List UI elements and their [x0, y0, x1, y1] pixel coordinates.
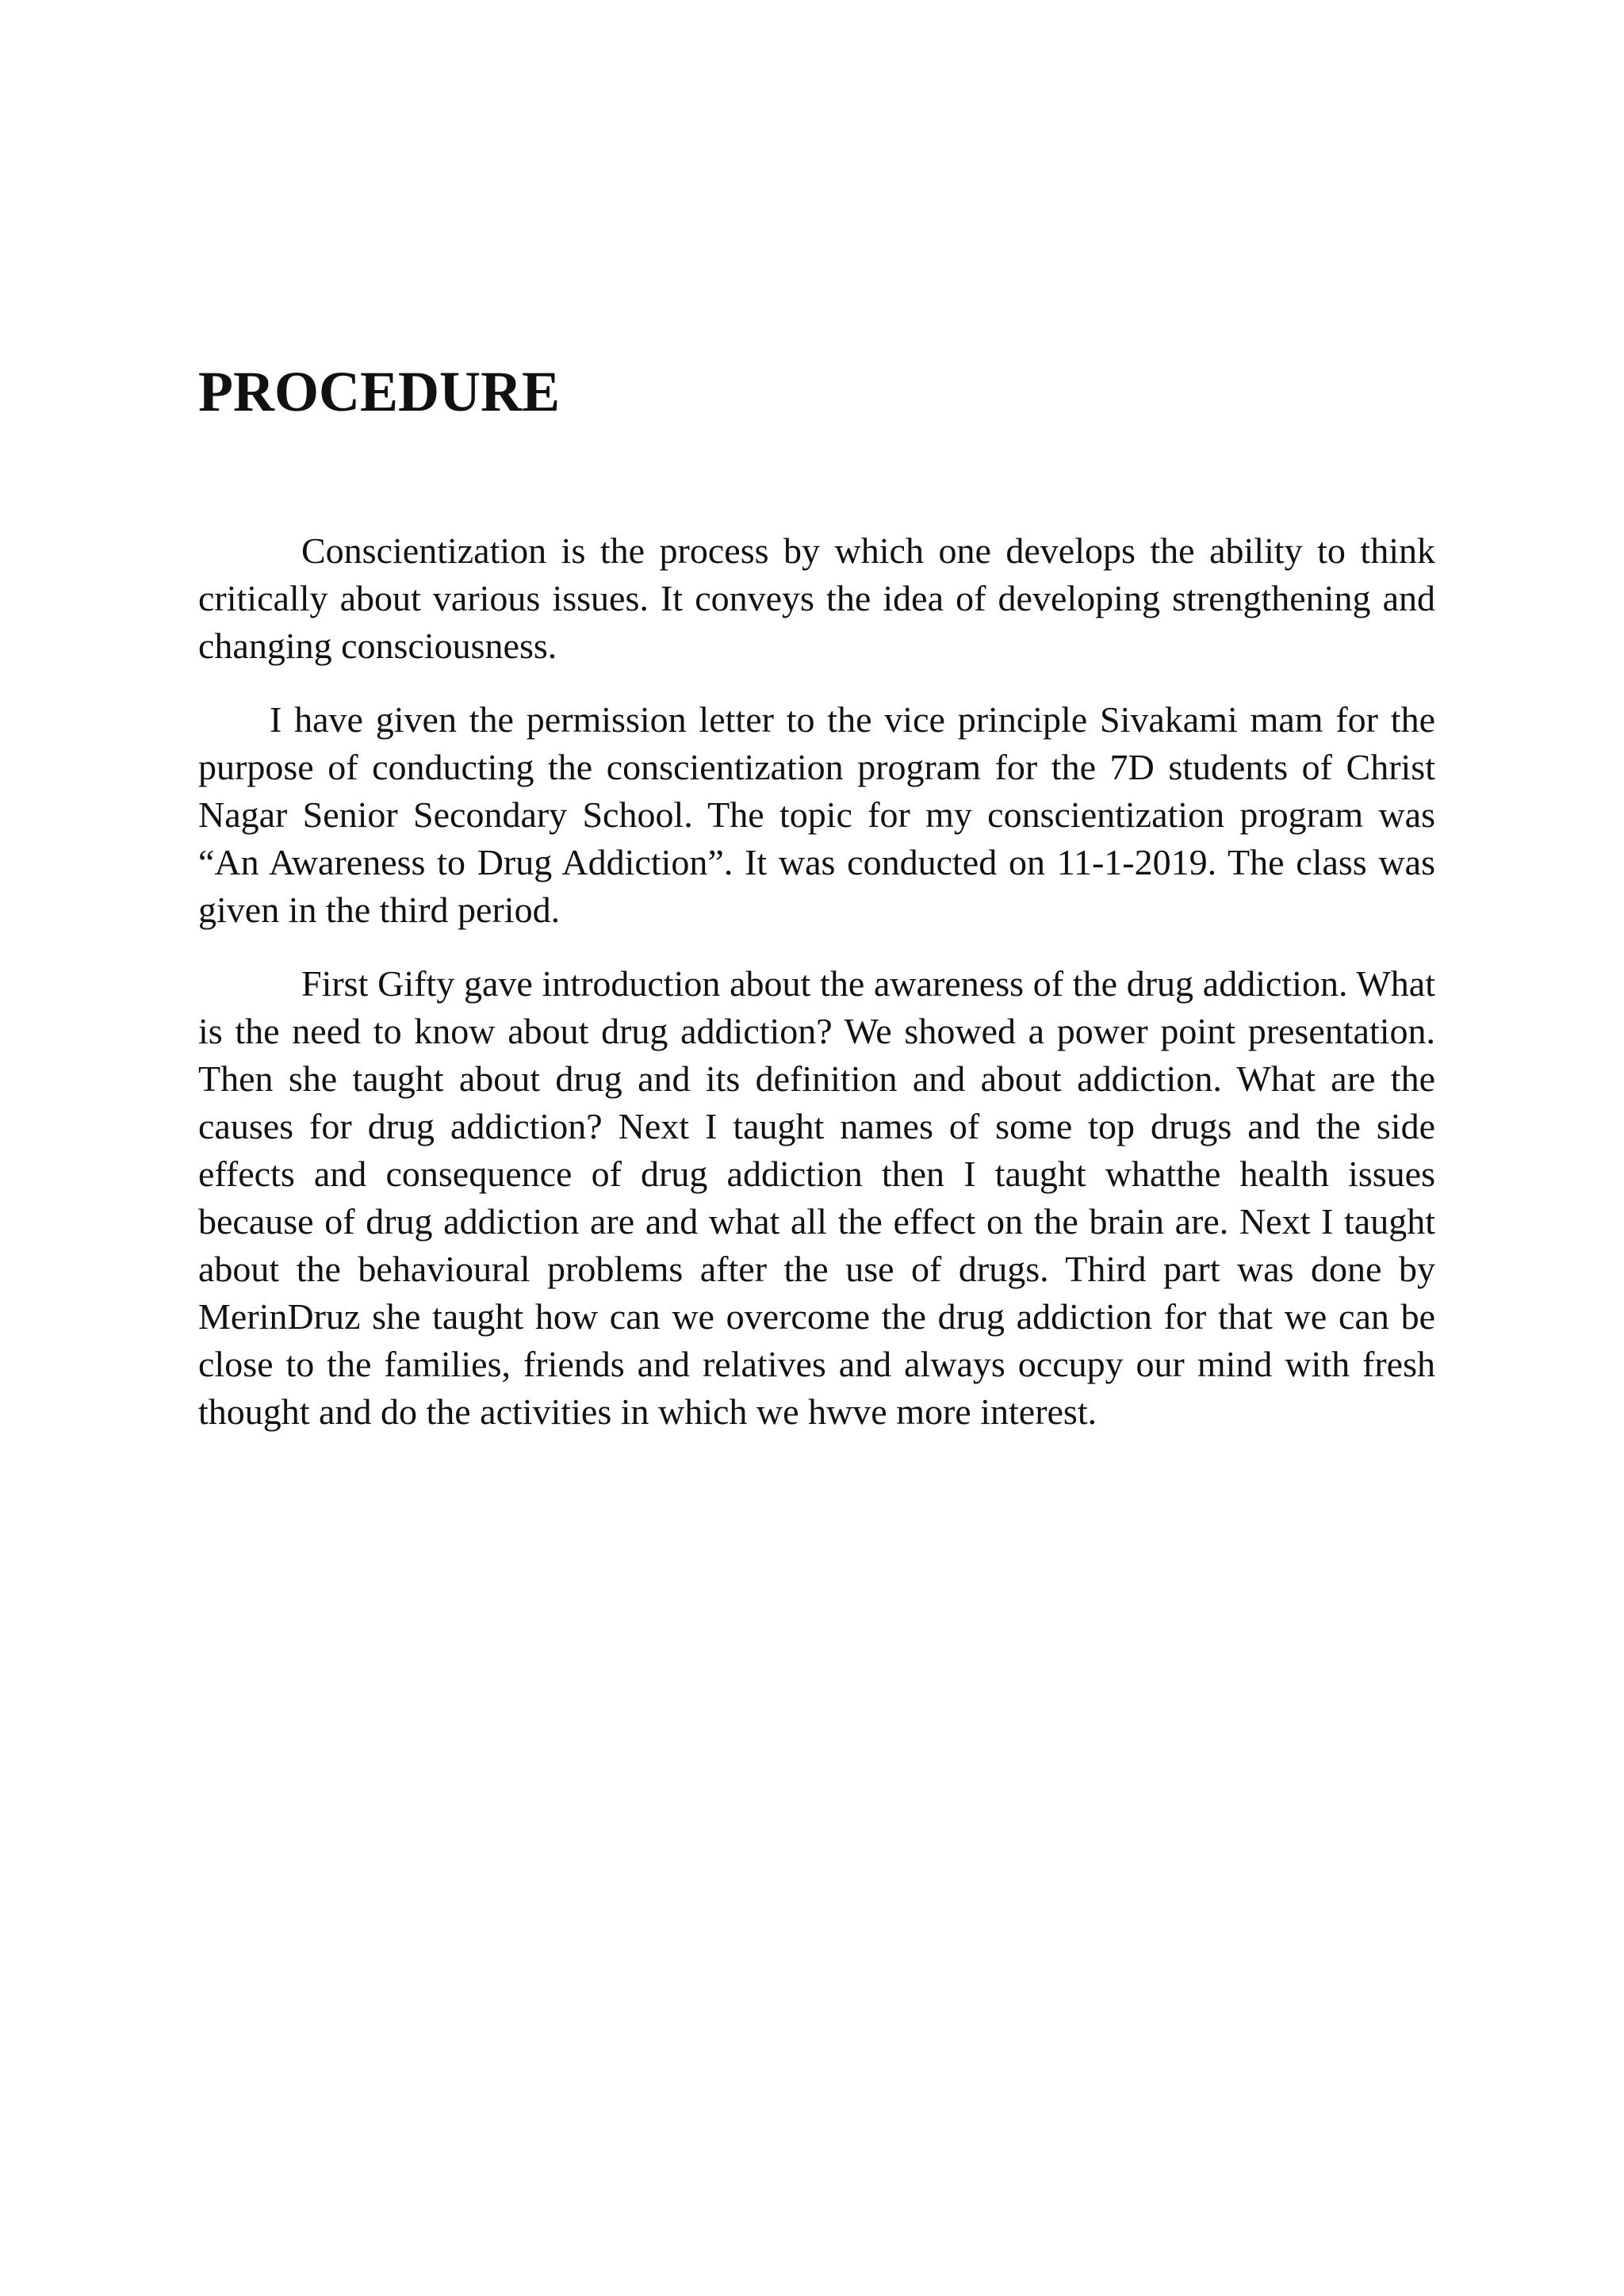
page-title: PROCEDURE: [198, 360, 561, 423]
paragraph-conscientization-definition: Conscientization is the process by which one develops the ability to think critically about various issues. It conveys the idea of developing strengthening and changing consciousness.: [198, 530, 1435, 666]
body-text: [198, 527, 1435, 1462]
paragraph-session-content: First Gifty gave introduction about the awareness of the drug addiction. What is the need to know about drug addiction? We showed a power point presentation. Then she taught about drug and its definition and about addiction. What are the causes for drug addiction? Next I taught names of some top drugs and the side effects and consequence of drug addiction then I taught whatthe health issues because of drug addiction are and what all the effect on the brain are. Next I taught about the behavioural problems after the use of drugs. Third part was done by MerinDruz she taught how can we overcome the drug addiction for that we can be close to the families, friends and relatives and always occupy our mind with fresh thought and do the activities in which we hwve more interest.: [198, 963, 1435, 1432]
paragraph-program-details: I have given the permission letter to the vice principle Sivakami mam for the purpose of conducting the conscientization program for the 7D students of Christ Nagar Senior Secondary School. The topic for my conscientization program was “An Awareness to Drug Addiction”. It was conducted on 11-1-2019. The class was given in the third period.: [198, 699, 1435, 930]
